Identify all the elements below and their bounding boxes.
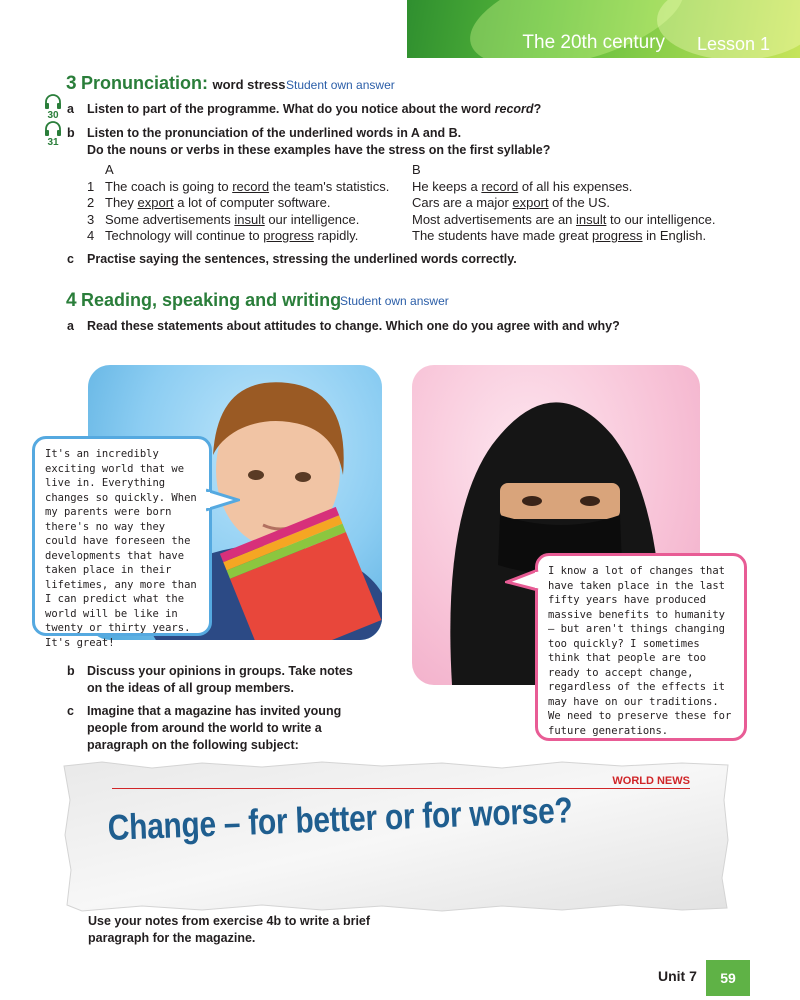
table-row: 4 Technology will continue to progress rapidly. The students have made great progress in English. — [87, 228, 707, 243]
exercise-4a: a Read these statements about attitudes to change. Which one do you agree with and why? — [67, 319, 620, 333]
lesson-label: Lesson 1 — [696, 34, 770, 54]
section-4-heading — [66, 290, 341, 312]
headphones-icon — [44, 121, 62, 137]
news-label: WORLD NEWS — [612, 775, 690, 787]
news-clipping — [62, 760, 730, 913]
answer-note: Student own answer — [286, 78, 395, 92]
final-instruction: Use your notes from exercise 4b to write a brief paragraph for the magazine. — [88, 914, 371, 945]
table-row: 1 The coach is going to record the team's statistics. He keeps a record of all his expenses. — [87, 178, 633, 194]
bubble-tail-icon — [505, 566, 539, 594]
table-row: 3 Some advertisements insult our intelligence. Most advertisements are an insult to our intelligence. — [87, 211, 716, 227]
chapter-title: The 20th century — [522, 32, 665, 53]
headphones-icon — [44, 94, 62, 110]
exercise-4b: b Discuss your opinions in groups. Take notes on the ideas of all group members. — [67, 664, 353, 695]
section-title: Pronunciation: — [81, 73, 209, 93]
header-banner — [407, 0, 800, 58]
exercise-3c: c Practise saying the sentences, stressing the underlined words correctly. — [67, 252, 517, 266]
audio-track-31[interactable] — [41, 121, 65, 148]
section-number: 3 — [66, 73, 77, 94]
answer-note: Student own answer — [340, 294, 449, 308]
news-headline: Change – for better or for worse? — [107, 789, 574, 848]
section-subtitle: word stress — [212, 77, 286, 92]
section-number: 4 — [66, 290, 77, 311]
audio-number: 31 — [47, 137, 59, 148]
audio-track-30[interactable] — [41, 94, 65, 121]
exercise-4c: c Imagine that a magazine has invited young people from around the world to write a paragraph on the following subject: — [67, 704, 342, 752]
table-header: A B — [105, 162, 421, 177]
exercise-3b: b Listen to the pronunciation of the underlined words in A and B. Do the nouns or verbs in these examples have the stress on the first syllable? — [67, 126, 551, 157]
table-row: 2 They export a lot of computer software. Cars are a major export of the US. — [87, 195, 610, 210]
bubble-tail-icon — [206, 486, 240, 516]
page-number: 59 — [706, 960, 750, 996]
stress-table — [87, 162, 727, 245]
section-title: Reading, speaking and writing — [81, 290, 342, 310]
speech-bubble-boy: It's an incredibly exciting world that we live in. Everything changes so quickly. When my parents were born there's no way they could have foreseen the developments that have taken place in their lifetimes, any more than I can predict what the world will be like in twenty or thirty years. It's great! — [32, 436, 212, 636]
speech-bubble-girl: I know a lot of changes that have taken place in the last fifty years have produced massive benefits to humanity – but aren't things changing too quickly? I sometimes think that people are too ready to accept change, regardless of the effects it may have on our traditions. We need to preserve these for future generations. — [535, 553, 747, 741]
exercise-3a: a Listen to part of the programme. What do you notice about the word record? — [67, 102, 542, 116]
unit-label: Unit 7 — [658, 968, 697, 984]
audio-number: 30 — [47, 110, 59, 121]
section-3-heading — [66, 73, 285, 95]
news-rule — [112, 788, 690, 789]
